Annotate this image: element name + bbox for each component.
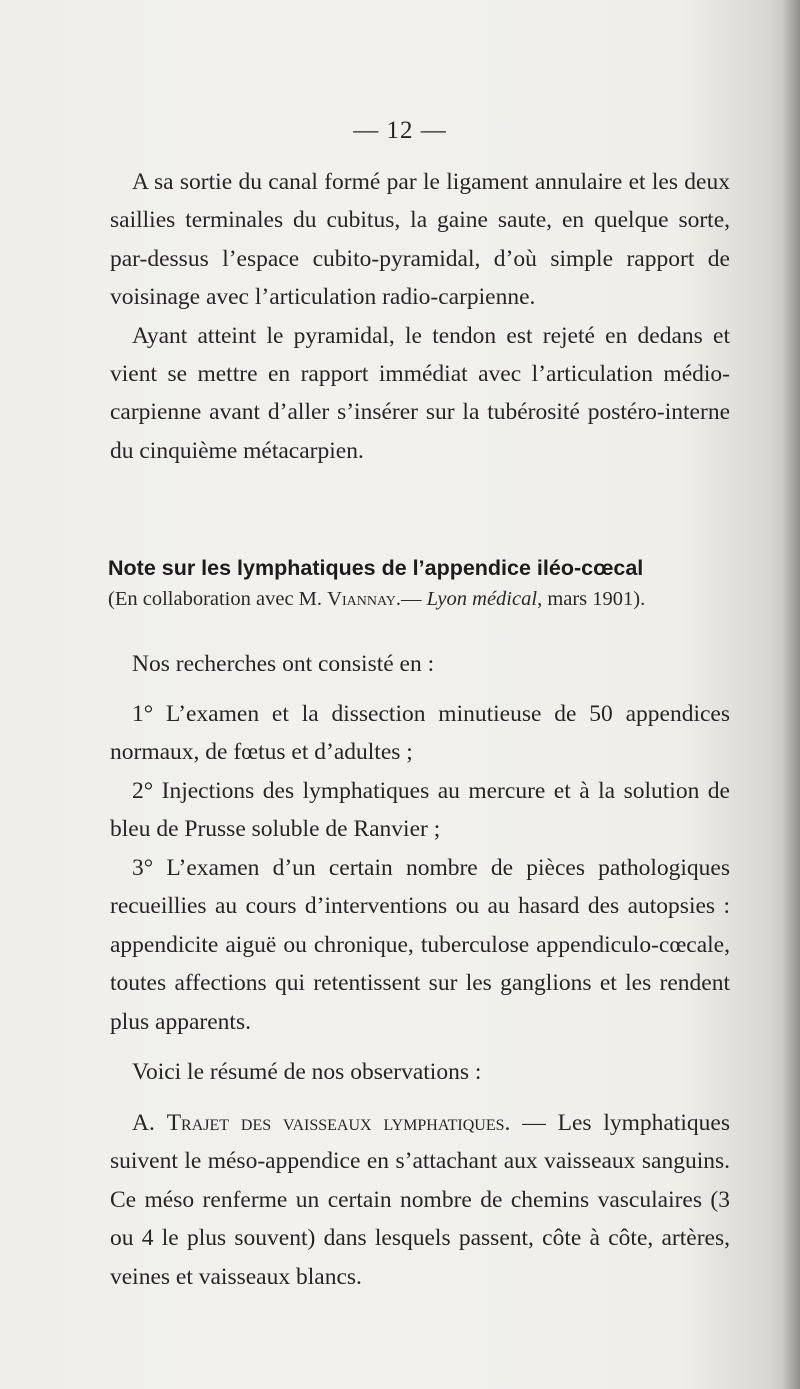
paragraph-tendon-pyramidal: Ayant atteint le pyramidal, le tendon est rejeté en dedans et vient se mettre en rapport immédiat avec l’articulation médio-carpienne avant d’aller s’insérer sur la tubérosité postéro-interne du cinquième métacarpien.: [110, 322, 730, 464]
paragraph-section-a: [110, 1104, 730, 1297]
note-citation: [108, 584, 748, 614]
citation-suffix: , mars 1901).: [537, 588, 646, 610]
paragraph-gaine-sortie: A sa sortie du canal formé par le ligament annulaire et les deux saillies terminales du cubitus, la gaine saute, en quelque sorte, par-dessus l’espace cubito-pyramidal, d’où simple rapport de voisinage avec l’articulation radio-carpienne.: [110, 169, 730, 311]
citation-prefix: (En collaboration avec M.: [108, 588, 328, 610]
section-a-label: A.: [132, 1109, 167, 1136]
list-item-1: 1° L’examen et la dissection minutieuse de 50 appendices normaux, de fœtus et d’adultes ;: [110, 700, 730, 765]
section-a-dash: . —: [504, 1109, 558, 1136]
page-number: — 12 —: [353, 117, 447, 144]
note-title: Note sur les lymphatiques de l’appendice iléo-cœcal: [108, 556, 644, 580]
paragraph-summary-intro: Voici le résumé de nos observations :: [132, 1059, 482, 1085]
page-edge-shadow: [782, 0, 800, 1389]
list-item-2: 2° Injections des lymphatiques au mercure et à la solution de bleu de Prusse soluble de Ranvier ;: [110, 777, 730, 842]
citation-author: Viannay: [327, 588, 396, 610]
section-tendon-text: [110, 163, 730, 470]
section-a-text: Les lymphatiques suivent le méso-appendice en s’attachant aux vaisseaux sanguins. Ce méso renferme un certain nombre de chemins vasculaires (3 ou 4 le plus souvent) dans lesquels passent, côte à côte, artères, veines et vaisseaux blancs.: [110, 1109, 730, 1290]
citation-journal: Lyon médical: [426, 588, 538, 610]
paragraph-intro: Nos recherches ont consisté en :: [132, 651, 435, 677]
list-item-3: 3° L’examen d’un certain nombre de pièces pathologiques recueillies au cours d’interventions ou au hasard des autopsies : appendicite aiguë ou chronique, tuberculose appendiculo-cœcale, toutes affections qui retentissent sur les ganglions et les rendent plus apparents.: [110, 854, 730, 1035]
section-lymphatics-text: [110, 645, 730, 1296]
section-a-heading: Trajet des vaisseaux lymphatiques: [166, 1109, 505, 1136]
citation-separator: .—: [395, 588, 427, 610]
